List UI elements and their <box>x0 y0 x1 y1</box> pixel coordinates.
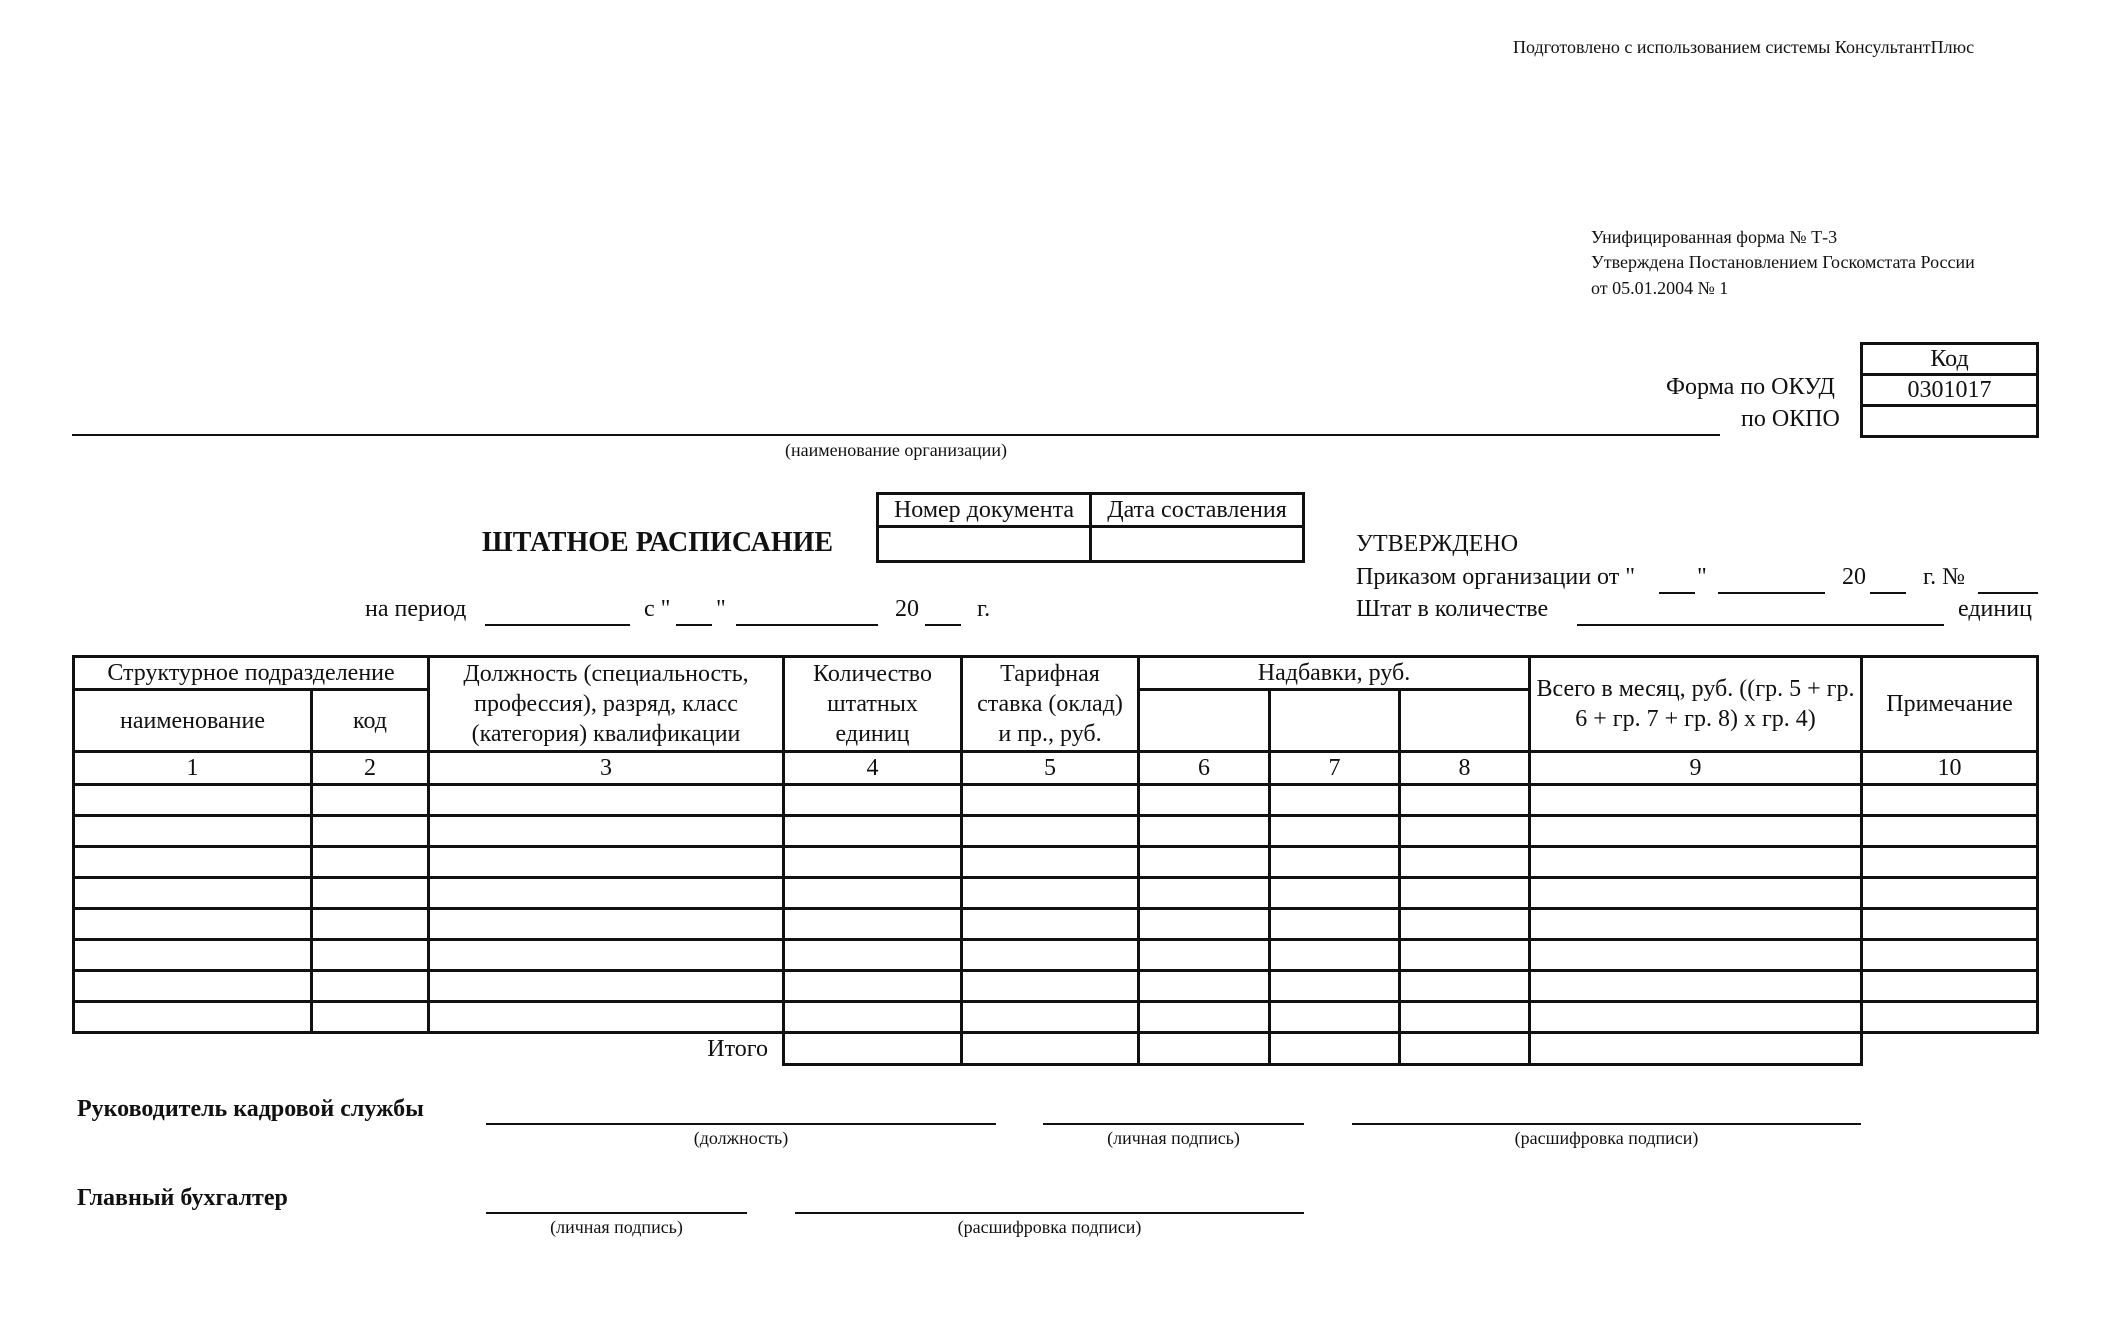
table-cell[interactable] <box>312 1002 429 1033</box>
table-cell[interactable] <box>312 847 429 878</box>
table-cell[interactable] <box>1862 878 2038 909</box>
table-cell[interactable] <box>1139 847 1270 878</box>
approved-order-label: Приказом организации от " <box>1356 564 1636 590</box>
okud-code[interactable]: 0301017 <box>1862 375 2038 406</box>
table-cell[interactable] <box>784 785 962 816</box>
table-cell[interactable] <box>1530 940 1862 971</box>
accountant-signature-caption: (личная подпись) <box>550 1217 683 1237</box>
doc-number-date-box <box>876 492 1305 563</box>
table-cell[interactable] <box>429 940 784 971</box>
table-cell[interactable] <box>429 847 784 878</box>
doc-date-field[interactable] <box>1091 527 1304 562</box>
doc-number-header: Номер документа <box>878 494 1091 527</box>
table-cell[interactable] <box>74 816 312 847</box>
total-cell[interactable] <box>1270 1033 1400 1065</box>
table-cell[interactable] <box>1530 785 1862 816</box>
table-cell[interactable] <box>312 940 429 971</box>
total-cell[interactable] <box>962 1033 1139 1065</box>
table-row <box>74 847 2038 878</box>
hr-decoding-caption: (расшифровка подписи) <box>1514 1128 1699 1148</box>
table-cell[interactable] <box>1139 971 1270 1002</box>
table-cell[interactable] <box>1139 816 1270 847</box>
table-cell[interactable] <box>1270 971 1400 1002</box>
table-cell[interactable] <box>784 909 962 940</box>
header-struct: Структурное подразделение <box>74 657 429 690</box>
table-cell[interactable] <box>1530 847 1862 878</box>
table-cell[interactable] <box>429 909 784 940</box>
table-cell[interactable] <box>1862 909 2038 940</box>
accountant-decoding-caption: (расшифровка подписи) <box>957 1217 1142 1237</box>
header-bonus-8 <box>1400 690 1530 752</box>
doc-date-header: Дата составления <box>1091 494 1304 527</box>
column-number: 4 <box>784 752 962 785</box>
period-month-field[interactable] <box>736 624 878 626</box>
table-cell[interactable] <box>962 940 1139 971</box>
organization-caption: (наименование организации) <box>785 440 1007 460</box>
table-cell[interactable] <box>74 1002 312 1033</box>
table-cell[interactable] <box>1400 816 1530 847</box>
header-note: Примечание <box>1862 657 2038 752</box>
table-cell[interactable] <box>1530 878 1862 909</box>
column-number: 10 <box>1862 752 2038 785</box>
period-day-field[interactable] <box>676 624 712 626</box>
approved-year-prefix: 20 <box>1842 564 1866 590</box>
table-row <box>74 816 2038 847</box>
table-row <box>74 909 2038 940</box>
table-cell[interactable] <box>1139 878 1270 909</box>
total-cell[interactable] <box>1139 1033 1270 1065</box>
approved-day-field[interactable] <box>1659 592 1695 594</box>
approved-number-label: г. № <box>1923 564 1966 590</box>
table-row <box>74 940 2038 971</box>
okud-label: Форма по ОКУД <box>1666 374 1835 400</box>
table-cell[interactable] <box>1530 909 1862 940</box>
chief-accountant-label: Главный бухгалтер <box>77 1185 288 1211</box>
table-cell[interactable] <box>1400 847 1530 878</box>
staff-schedule-table <box>72 655 2039 1066</box>
table-cell[interactable] <box>1400 785 1530 816</box>
table-cell[interactable] <box>74 878 312 909</box>
table-cell[interactable] <box>1270 847 1400 878</box>
table-cell[interactable] <box>1270 1002 1400 1033</box>
column-number: 5 <box>962 752 1139 785</box>
table-cell[interactable] <box>429 971 784 1002</box>
form-line-1: Унифицированная форма № Т-3 <box>1591 227 1838 247</box>
table-cell[interactable] <box>312 785 429 816</box>
table-cell[interactable] <box>429 878 784 909</box>
table-cell[interactable] <box>312 816 429 847</box>
table-cell[interactable] <box>1139 940 1270 971</box>
table-cell[interactable] <box>784 971 962 1002</box>
hr-head-label: Руководитель кадровой службы <box>77 1096 424 1122</box>
table-cell[interactable] <box>1862 785 2038 816</box>
form-line-3: от 05.01.2004 № 1 <box>1591 278 1729 298</box>
total-cell[interactable] <box>784 1033 962 1065</box>
organization-line[interactable] <box>72 434 1720 436</box>
table-cell[interactable] <box>74 909 312 940</box>
header-rate: Тарифная ставка (оклад) и пр., руб. <box>962 657 1139 752</box>
column-number: 1 <box>74 752 312 785</box>
column-number: 7 <box>1270 752 1400 785</box>
hr-decoding-line[interactable] <box>1352 1123 1861 1125</box>
table-cell[interactable] <box>784 878 962 909</box>
total-label: Итого <box>707 1036 768 1062</box>
header-count: Количество штатных единиц <box>784 657 962 752</box>
approved-title: УТВЕРЖДЕНО <box>1356 531 1519 557</box>
table-cell[interactable] <box>1400 909 1530 940</box>
accountant-decoding-line[interactable] <box>795 1212 1304 1214</box>
period-label: на период <box>365 596 467 622</box>
column-number: 3 <box>429 752 784 785</box>
column-number: 8 <box>1400 752 1530 785</box>
units-label: единиц <box>1958 596 2032 622</box>
header-total: Всего в месяц, руб. ((гр. 5 + гр. 6 + гр. 7 + гр. 8) х гр. 4) <box>1530 657 1862 752</box>
table-cell[interactable] <box>962 1002 1139 1033</box>
header-bonus-7 <box>1270 690 1400 752</box>
table-cell[interactable] <box>1530 816 1862 847</box>
document-title: ШТАТНОЕ РАСПИСАНИЕ <box>482 527 834 558</box>
approved-quote: " <box>1697 564 1707 590</box>
header-bonus-6 <box>1139 690 1270 752</box>
table-cell[interactable] <box>962 878 1139 909</box>
codes-box <box>1860 342 2039 438</box>
table-cell[interactable] <box>962 971 1139 1002</box>
table-cell[interactable] <box>962 909 1139 940</box>
table-cell[interactable] <box>1270 909 1400 940</box>
table-cell[interactable] <box>1270 940 1400 971</box>
table-cell[interactable] <box>1139 909 1270 940</box>
period-quote: " <box>716 596 726 622</box>
codes-header: Код <box>1862 344 2038 375</box>
table-cell[interactable] <box>74 785 312 816</box>
hr-signature-line[interactable] <box>1043 1123 1304 1125</box>
table-cell[interactable] <box>74 971 312 1002</box>
hr-signature-caption: (личная подпись) <box>1107 1128 1240 1148</box>
header-name: наименование <box>74 690 312 752</box>
period-year-suffix: г. <box>977 596 991 622</box>
header-bonuses: Надбавки, руб. <box>1139 657 1530 690</box>
table-cell[interactable] <box>429 1002 784 1033</box>
approved-month-field[interactable] <box>1718 592 1825 594</box>
table-cell[interactable] <box>1270 816 1400 847</box>
period-year-prefix: 20 <box>895 596 919 622</box>
form-line-2: Утверждена Постановлением Госкомстата России <box>1591 252 1975 272</box>
table-cell[interactable] <box>74 940 312 971</box>
table-cell[interactable] <box>1400 878 1530 909</box>
table-cell[interactable] <box>962 816 1139 847</box>
doc-number-field[interactable] <box>878 527 1091 562</box>
table-cell[interactable] <box>1139 1002 1270 1033</box>
column-number: 9 <box>1530 752 1862 785</box>
table-cell[interactable] <box>1400 971 1530 1002</box>
table-cell[interactable] <box>1530 971 1862 1002</box>
table-row <box>74 971 2038 1002</box>
table-cell[interactable] <box>1862 847 2038 878</box>
table-cell[interactable] <box>1530 1002 1862 1033</box>
total-cell[interactable] <box>1400 1033 1530 1065</box>
table-cell[interactable] <box>784 847 962 878</box>
table-cell[interactable] <box>1862 1002 2038 1033</box>
table-cell[interactable] <box>312 878 429 909</box>
table-cell[interactable] <box>1862 940 2038 971</box>
table-cell[interactable] <box>784 940 962 971</box>
table-cell[interactable] <box>1400 1002 1530 1033</box>
okpo-code[interactable] <box>1862 406 2038 437</box>
column-number: 2 <box>312 752 429 785</box>
okpo-label: по ОКПО <box>1741 406 1840 432</box>
table-cell[interactable] <box>74 847 312 878</box>
hr-position-caption: (должность) <box>693 1128 789 1148</box>
table-cell[interactable] <box>1400 940 1530 971</box>
hr-position-line[interactable] <box>486 1123 996 1125</box>
header-position: Должность (специальность, профессия), разряд, класс (категория) квалификации <box>429 657 784 752</box>
table-cell[interactable] <box>429 785 784 816</box>
period-year-field[interactable] <box>925 624 961 626</box>
table-row <box>74 785 2038 816</box>
table-row <box>74 1002 2038 1033</box>
table-row <box>74 878 2038 909</box>
total-spacer <box>1862 1033 2038 1065</box>
accountant-signature-line[interactable] <box>486 1212 747 1214</box>
header-code: код <box>312 690 429 752</box>
period-field-1[interactable] <box>485 624 630 626</box>
table-cell[interactable] <box>962 785 1139 816</box>
staff-count-label: Штат в количестве <box>1356 596 1549 622</box>
period-from: с " <box>644 596 671 622</box>
prepared-note: Подготовлено с использованием системы КонсультантПлюс <box>1513 37 1975 57</box>
table-cell[interactable] <box>429 816 784 847</box>
table-cell[interactable] <box>312 971 429 1002</box>
table-cell[interactable] <box>962 847 1139 878</box>
table-cell[interactable] <box>784 816 962 847</box>
table-cell[interactable] <box>784 1002 962 1033</box>
table-cell[interactable] <box>312 909 429 940</box>
table-cell[interactable] <box>1270 785 1400 816</box>
approved-number-field[interactable] <box>1978 592 2038 594</box>
staff-count-field[interactable] <box>1577 624 1944 626</box>
table-cell[interactable] <box>1862 816 2038 847</box>
total-cell[interactable] <box>1530 1033 1862 1065</box>
approved-year-field[interactable] <box>1870 592 1906 594</box>
table-cell[interactable] <box>1139 785 1270 816</box>
column-number: 6 <box>1139 752 1270 785</box>
table-cell[interactable] <box>1270 878 1400 909</box>
table-cell[interactable] <box>1862 971 2038 1002</box>
